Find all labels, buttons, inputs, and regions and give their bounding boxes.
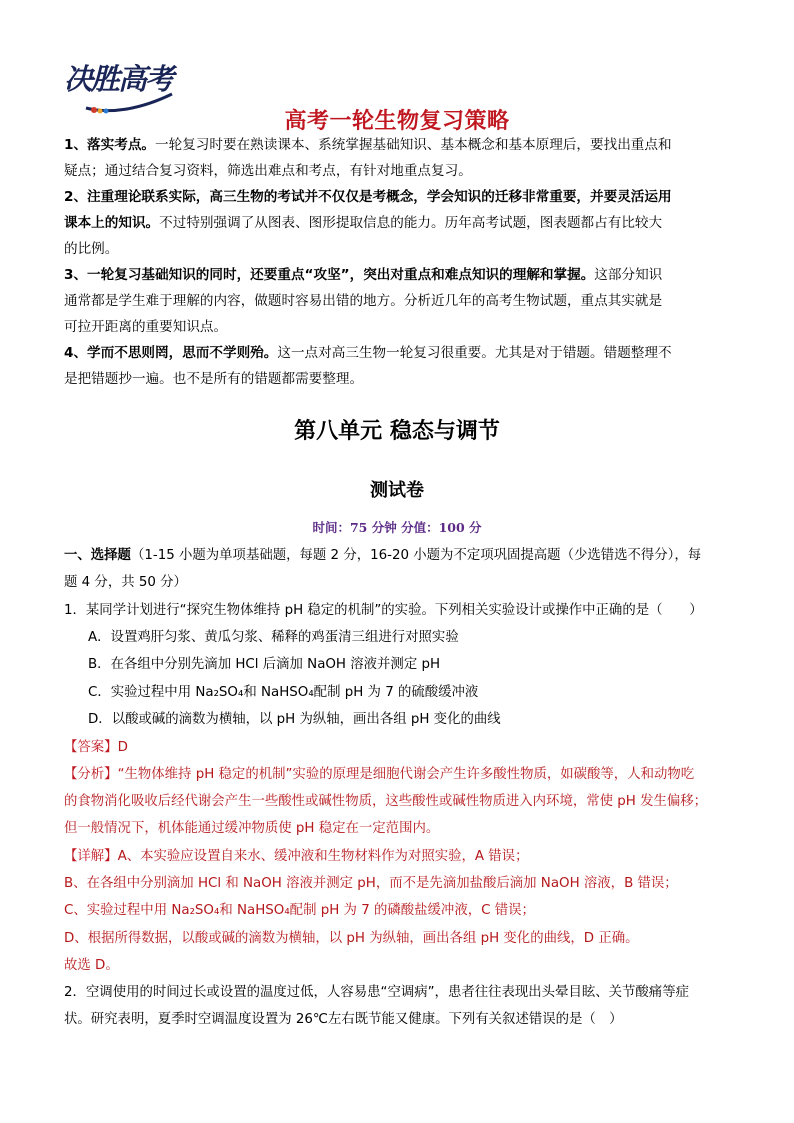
strategy-text: 是把错题抄一遍。也不是所有的错题都需要整理。 [64,371,364,387]
strategy-lead: 4、学而不思则罔，思而不学则殆。 [64,345,278,361]
q1-answer [64,738,734,758]
strategy-item-1 [64,132,726,184]
page-title: 高考一轮生物复习策略 [284,109,510,134]
strategy-item-4 [64,340,726,392]
q1-option-a: A．设置鸡肝匀浆、黄瓜匀浆、稀释的鸡蛋清三组进行对照实验 [88,630,459,645]
detail-text: C、实验过程中用 Na₂SO₄和 NaHSO₄配制 pH 为 7 的磷酸盐缓冲液，C 错误； [64,903,535,918]
strategy-text: 这部分知识 [594,267,663,283]
detail-tag: 【详解】 [64,849,118,864]
strategy-lead: 2、注重理论联系实际，高三生物的考试并不仅仅是考概念，学会知识的迁移非常重要，并要灵活运用 [64,189,672,205]
question-1-stem: 1．某同学计划进行“探究生物体维持 pH 稳定的机制”的实验。下列相关实验设计或操作中正确的是（ ） [64,603,703,618]
answer-tag: 【答案】 [64,740,118,755]
section-head: 一、选择题 [64,548,131,563]
logo-text: 决胜高考 [64,62,173,96]
strategy-text: 通常都是学生难于理解的内容，做题时容易出错的地方。分析近几年的高考生物试题，重点其实就是 [64,293,663,309]
detail-text: A、本实验应设置自来水、缓冲液和生物材料作为对照实验，A 错误； [117,849,529,864]
strategy-lead: 课本上的知识。 [64,215,160,231]
strategy-text: 这一点对高三生物一轮复习很重要。尤其是对于错题。错题整理不 [277,345,672,361]
strategy-text: 疑点；通过结合复习资料，筛选出难点和考点，有针对地重点复习。 [64,163,472,179]
q1-detail [64,847,734,867]
answer-value: D [117,740,128,755]
time-score-info: 时间：75 分钟 分值：100 分 [312,520,482,535]
section-note-line: 题 4 分，共 50 分） [64,575,187,590]
q1-option-c: C．实验过程中用 Na₂SO₄和 NaHSO₄配制 pH 为 7 的硫酸缓冲液 [88,685,479,700]
q1-analysis [64,765,734,785]
analysis-text: 的食物消化吸收后经代谢会产生一些酸性或碱性物质，这些酸性或碱性物质进入内环境，常使 pH 发生偏移； [64,794,708,809]
section-header [64,546,734,566]
q1-option-b: B．在各组中分别先滴加 HCl 后滴加 NaOH 溶液并测定 pH [88,657,441,672]
question-2-stem-cont: 状。研究表明，夏季时空调温度设置为 26℃左右既节能又健康。下列有关叙述错误的是（ ） [64,1012,623,1027]
analysis-tag: 【分析】 [64,767,118,782]
detail-text: D、根据所得数据，以酸或碱的滴数为横轴，以 pH 为纵轴，画出各组 pH 变化的曲线，D 正确。 [64,931,639,946]
strategy-text: 一轮复习时要在熟读课本、系统掌握基础知识、基本概念和基本原理后，要找出重点和 [155,137,672,153]
strategy-lead: 1、落实考点。 [64,137,156,153]
analysis-text: “生物体维持 pH 稳定的机制”实验的原理是细胞代谢会产生许多酸性物质，如碳酸等，人和动物吃 [117,767,695,782]
q1-option-d: D．以酸或碱的滴数为横轴，以 pH 为纵轴，画出各组 pH 变化的曲线 [88,712,501,727]
test-paper-title: 测试卷 [370,480,424,501]
analysis-text: 但一般情况下，机体能通过缓冲物质使 pH 稳定在一定范围内。 [64,821,440,836]
strategy-item-2 [64,184,726,262]
unit-title: 第八单元 稳态与调节 [294,419,500,444]
strategy-lead: 3、一轮复习基础知识的同时，还要重点“攻坚”，突出对重点和难点知识的理解和掌握。 [64,267,595,283]
section-note: （1-15 小题为单项基础题，每题 2 分，16-20 小题为不定项巩固提高题（少选错选不得分），每 [130,548,702,563]
strategy-text: 不过特别强调了从图表、图形提取信息的能力。历年高考试题，图表题都占有比较大 [159,215,663,231]
q1-conclusion: 故选 D。 [64,958,119,973]
question-2-stem: 2．空调使用的时间过长或设置的温度过低，人容易患“空调病”，患者往往表现出头晕目眩、关节酸痛等症 [64,985,689,1000]
detail-text: B、在各组中分别滴加 HCl 和 NaOH 溶液并测定 pH，而不是先滴加盐酸后滴加 NaOH 溶液，B 错误； [64,876,678,891]
strategy-text: 可拉开距离的重要知识点。 [64,319,228,335]
strategy-text: 的比例。 [64,241,119,257]
strategy-item-3 [64,262,726,340]
